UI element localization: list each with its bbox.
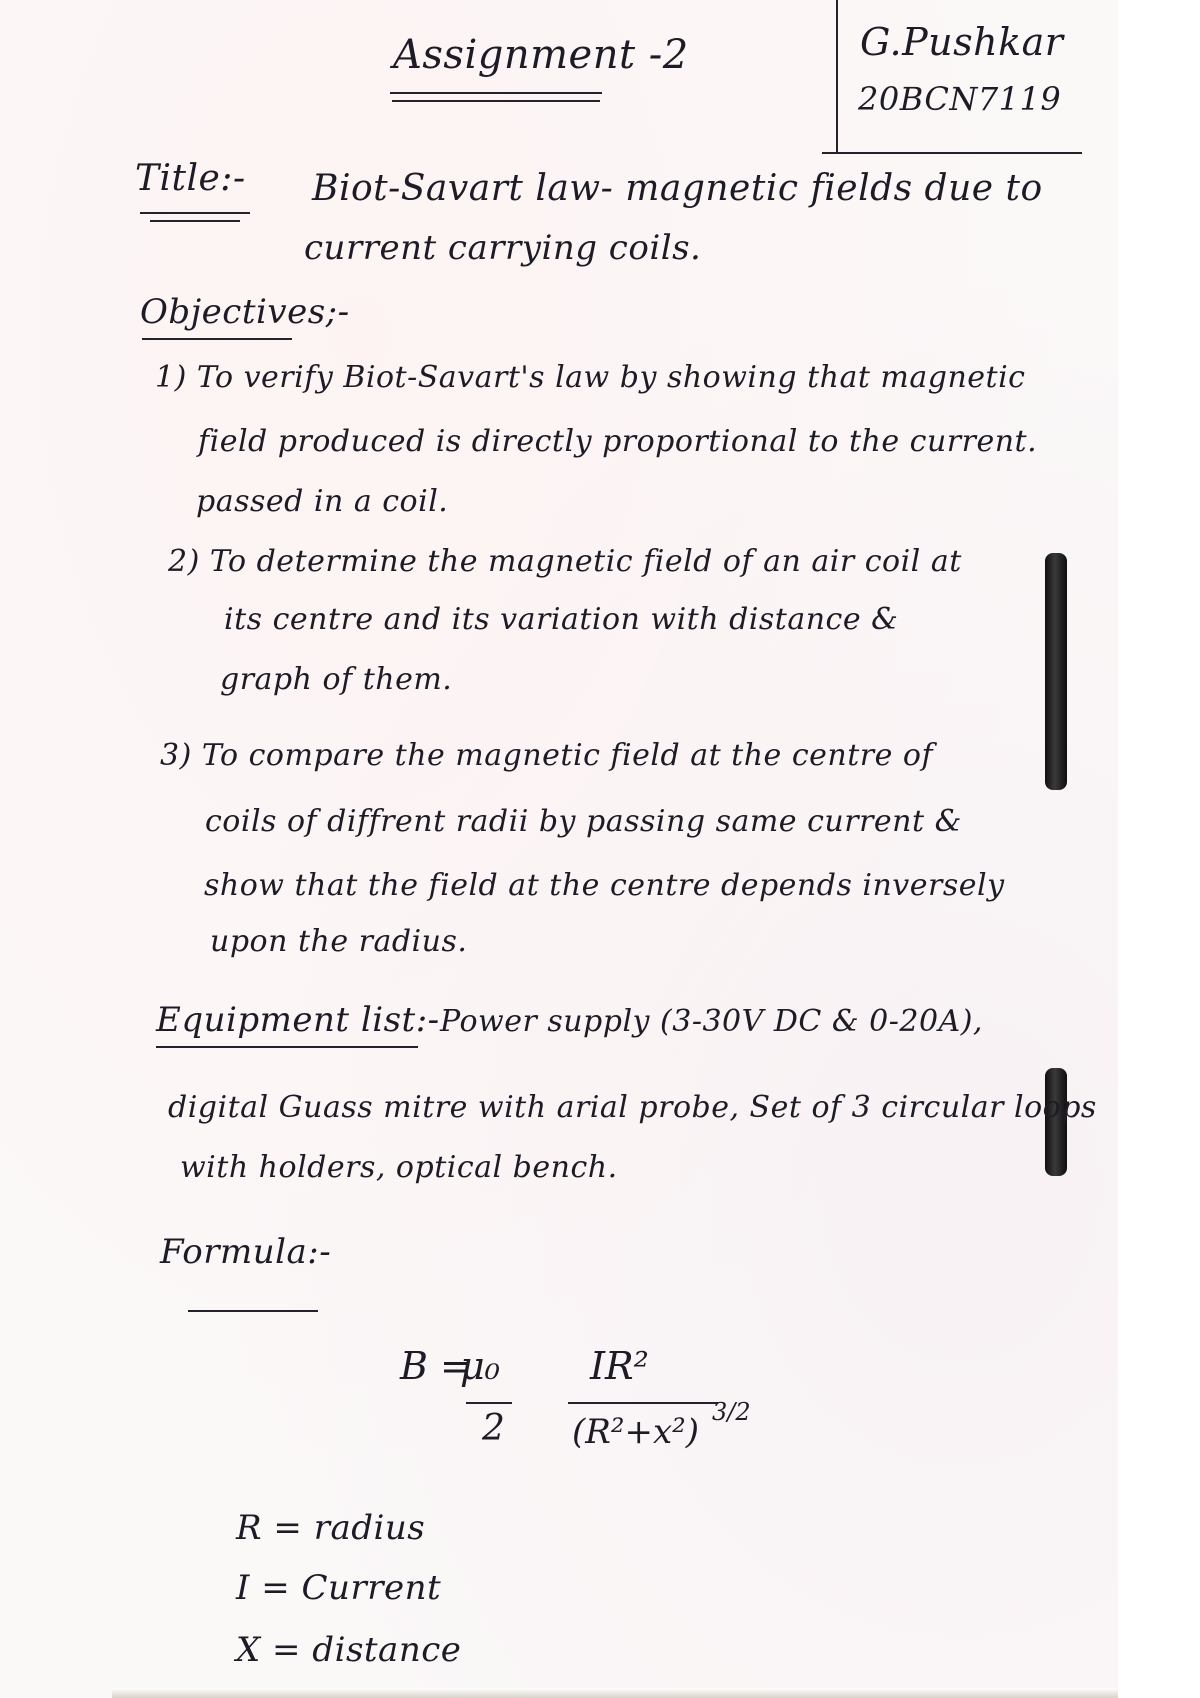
objective-3-line-1: 3) To compare the magnetic field at the centre of — [160, 738, 934, 773]
objective-3-line-3: show that the field at the centre depends inversely — [204, 868, 1005, 903]
objective-1-line-2: field produced is directly proportional to the current. — [198, 424, 1038, 459]
objective-3-line-2: coils of diffrent radii by passing same current & — [205, 804, 962, 839]
variable-i-definition: I = Current — [236, 1568, 442, 1608]
equipment-line-3: with holders, optical bench. — [180, 1150, 618, 1185]
formula-lhs: B = — [400, 1344, 472, 1388]
formula-coefficient-bar — [466, 1402, 512, 1404]
variable-r-definition: R = radius — [236, 1508, 426, 1548]
assignment-title-underline-2 — [392, 100, 600, 102]
title-label-underline — [140, 212, 250, 214]
header-divider-horizontal — [822, 152, 1082, 154]
formula-heading: Formula:- — [160, 1232, 332, 1272]
page-margin-background — [1118, 0, 1200, 1698]
objective-2-line-1: 2) To determine the magnetic field of an air coil at — [168, 544, 962, 579]
title-text-line-1: Biot-Savart law- magnetic fields due to — [312, 168, 1043, 209]
biot-savart-formula — [400, 1334, 760, 1504]
formula-coefficient-numerator: μ₀ — [460, 1344, 500, 1388]
page-bottom-edge — [112, 1688, 1118, 1698]
objectives-heading: Objectives;- — [140, 292, 350, 332]
objective-1-line-1: 1) To verify Biot-Savart's law by showing that magnetic — [155, 360, 1026, 395]
formula-coefficient-denominator: 2 — [482, 1408, 505, 1449]
assignment-title-underline — [390, 92, 602, 94]
equipment-list-label: Equipment list:- — [156, 1000, 440, 1040]
formula-denominator: (R²+x²) — [572, 1412, 700, 1452]
header-divider-vertical — [836, 0, 838, 154]
title-label-underline-2 — [150, 220, 240, 222]
binder-clip-upper — [1045, 553, 1067, 790]
formula-denominator-exponent: 3/2 — [712, 1398, 751, 1426]
formula-fraction-bar — [568, 1402, 718, 1404]
objective-2-line-3: graph of them. — [220, 662, 453, 697]
objective-1-line-3: passed in a coil. — [196, 484, 449, 519]
title-text-line-2: current carrying coils. — [304, 228, 702, 268]
equipment-line-2: digital Guass mitre with arial probe, Set of 3 circular loops — [168, 1090, 1097, 1125]
formula-numerator: IR² — [590, 1344, 649, 1388]
objectives-heading-underline — [142, 338, 292, 340]
formula-heading-underline — [188, 1310, 318, 1312]
equipment-label-underline — [156, 1046, 418, 1048]
objective-2-line-2: its centre and its variation with distance & — [224, 602, 899, 637]
equipment-line-1: Power supply (3-30V DC & 0-20A), — [440, 1004, 983, 1039]
roll-number: 20BCN7119 — [858, 80, 1062, 118]
assignment-title: Assignment -2 — [393, 32, 689, 78]
objective-3-line-4: upon the radius. — [210, 924, 468, 959]
variable-x-definition: X = distance — [236, 1630, 462, 1670]
title-label: Title:- — [135, 158, 246, 199]
author-name: G.Pushkar — [860, 20, 1064, 64]
